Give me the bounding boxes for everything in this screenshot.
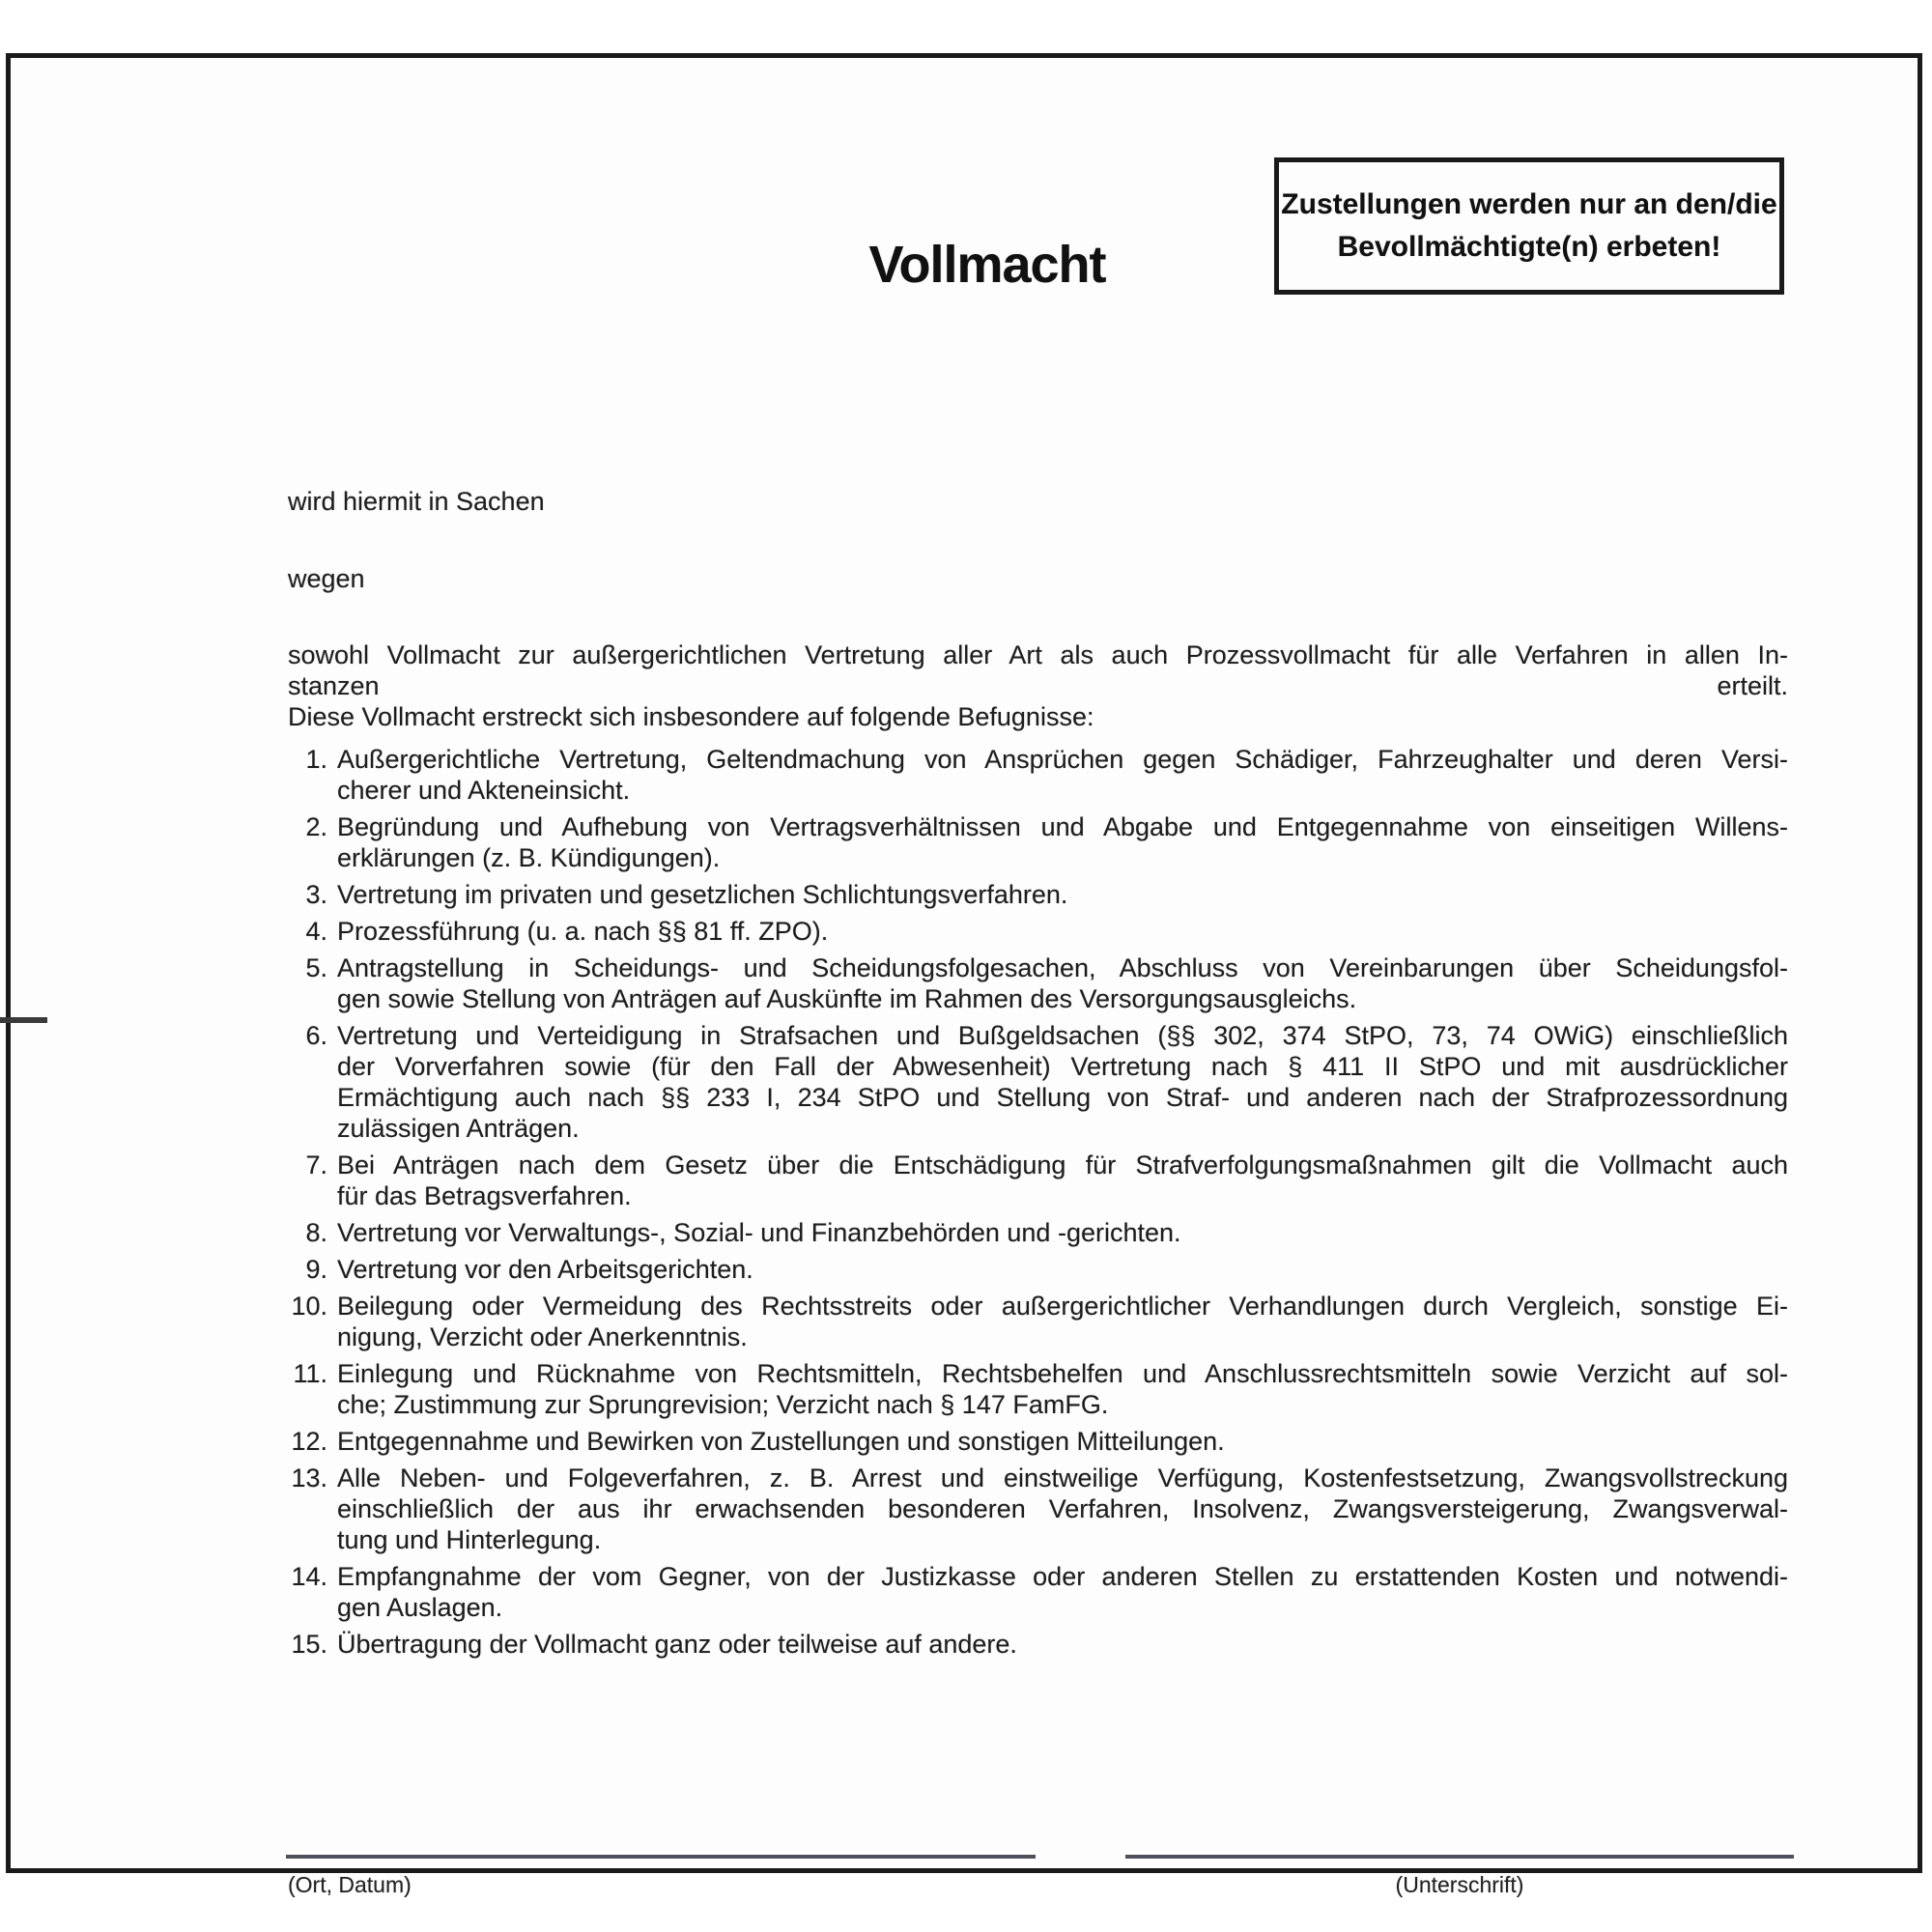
delivery-notice-box: [1274, 157, 1784, 295]
power-item: [280, 1426, 1788, 1457]
power-number: 3.: [305, 880, 327, 909]
power-number: 8.: [305, 1218, 327, 1247]
text-line: für das Betragsverfahren.: [337, 1181, 632, 1210]
place-date-line: [286, 1855, 1036, 1859]
text-line: zulässigen Anträgen.: [337, 1114, 580, 1143]
text-line: sowohl Vollmacht zur außergerichtlichen Vertretung aller Art als auch Prozessvollmacht für alle Verfahren in allen In-: [288, 640, 1788, 669]
text-line: Übertragung der Vollmacht ganz oder teilweise auf andere.: [337, 1630, 1017, 1659]
text-line: Vertretung vor den Arbeitsgerichten.: [337, 1255, 753, 1284]
power-text: [337, 1358, 1788, 1420]
power-item: [280, 744, 1788, 806]
powers-list: [280, 744, 1788, 1665]
form-sheet: [6, 53, 1922, 1897]
text-line: Diese Vollmacht erstreckt sich insbesondere auf folgende Befugnisse:: [288, 702, 1094, 731]
text-line: stanzen erteilt.: [288, 671, 1788, 700]
power-number: 5.: [305, 953, 327, 982]
power-text: [337, 1629, 1788, 1660]
power-item: [280, 811, 1788, 873]
power-item: [280, 1150, 1788, 1211]
delivery-notice-text: [1279, 184, 1779, 269]
power-item: [280, 1561, 1788, 1623]
text-line: Zustellungen werden nur an den/die: [1281, 188, 1777, 220]
signature-line: [1125, 1855, 1794, 1859]
power-number: 14.: [291, 1562, 327, 1591]
text-line: gen Auslagen.: [337, 1593, 503, 1622]
text-line: Bei Anträgen nach dem Gesetz über die Entschädigung für Strafverfolgungsmaßnahmen gilt die Vollmacht auch: [337, 1151, 1788, 1179]
text-line: erklärungen (z. B. Kündigungen).: [337, 843, 721, 872]
power-item: [280, 916, 1788, 947]
text-line: tung und Hinterlegung.: [337, 1525, 602, 1554]
power-text: [337, 1020, 1788, 1144]
text-line: Einlegung und Rücknahme von Rechtsmitteln, Rechtsbehelfen und Anschlussrechtsmitteln sowie Verzicht auf sol-: [337, 1359, 1788, 1388]
text-line: Ermächtigung auch nach §§ 233 I, 234 StPO und Stellung von Straf- und anderen nach der Strafprozessordnung: [337, 1083, 1788, 1112]
power-text: [337, 811, 1788, 873]
case-label: wird hiermit in Sachen: [288, 487, 545, 516]
power-text: [337, 879, 1788, 910]
power-text: [337, 1426, 1788, 1457]
grant-clause: [288, 639, 1788, 732]
text-line: nigung, Verzicht oder Anerkenntnis.: [337, 1322, 748, 1351]
text-line: gen sowie Stellung von Anträgen auf Auskünfte im Rahmen des Versorgungsausgleichs.: [337, 984, 1357, 1013]
power-number: 12.: [291, 1427, 327, 1456]
power-item: [280, 1254, 1788, 1285]
reason-label: wegen: [288, 564, 365, 593]
power-item: [280, 1463, 1788, 1555]
power-text: [337, 744, 1788, 806]
power-text: [337, 1463, 1788, 1555]
power-number: 6.: [305, 1021, 327, 1050]
power-text: [337, 1150, 1788, 1211]
text-line: Antragstellung in Scheidungs- und Scheidungsfolgesachen, Abschluss von Vereinbarungen über Scheidungsfol-: [337, 953, 1788, 982]
power-text: [337, 1254, 1788, 1285]
power-text: [337, 952, 1788, 1014]
text-line: Prozessführung (u. a. nach §§ 81 ff. ZPO).: [337, 917, 829, 946]
power-item: [280, 1358, 1788, 1420]
power-item: [280, 1291, 1788, 1352]
power-number: 1.: [305, 745, 327, 774]
power-item: [280, 1629, 1788, 1660]
text-line: cherer und Akteneinsicht.: [337, 776, 631, 805]
text-line: Vertretung im privaten und gesetzlichen Schlichtungsverfahren.: [337, 880, 1068, 909]
text-line: Entgegennahme und Bewirken von Zustellungen und sonstigen Mitteilungen.: [337, 1427, 1225, 1456]
power-number: 9.: [305, 1255, 327, 1284]
power-number: 7.: [305, 1151, 327, 1179]
text-line: Begründung und Aufhebung von Vertragsverhältnissen und Abgabe und Entgegennahme von einseitigen Willens-: [337, 812, 1788, 841]
power-text: [337, 1561, 1788, 1623]
text-line: Bevollmächtigte(n) erbeten!: [1337, 231, 1721, 263]
power-item: [280, 1020, 1788, 1144]
fold-mark: [0, 1017, 47, 1023]
power-text: [337, 916, 1788, 947]
text-line: Alle Neben- und Folgeverfahren, z. B. Arrest und einstweilige Verfügung, Kostenfestsetzung, Zwangsvollstreckung: [337, 1463, 1788, 1492]
text-line: Empfangnahme der vom Gegner, von der Justizkasse oder anderen Stellen zu erstattenden Kosten und notwendi-: [337, 1562, 1788, 1591]
power-item: [280, 1217, 1788, 1248]
text-line: einschließlich der aus ihr erwachsenden besonderen Verfahren, Insolvenz, Zwangsversteigerung, Zwangsverwal-: [337, 1494, 1788, 1523]
power-item: [280, 952, 1788, 1014]
text-line: Vertretung vor Verwaltungs-, Sozial- und Finanzbehörden und -gerichten.: [337, 1218, 1181, 1247]
power-text: [337, 1217, 1788, 1248]
signature-label: (Unterschrift): [1395, 1872, 1524, 1897]
power-number: 13.: [291, 1463, 327, 1492]
power-number: 11.: [293, 1359, 327, 1388]
document-title: Vollmacht: [868, 236, 1106, 294]
text-line: Außergerichtliche Vertretung, Geltendmachung von Ansprüchen gegen Schädiger, Fahrzeughalter und deren Versi-: [337, 745, 1788, 774]
power-text: [337, 1291, 1788, 1352]
place-date-label: (Ort, Datum): [288, 1872, 412, 1897]
power-number: 2.: [305, 812, 327, 841]
power-number: 15.: [291, 1630, 327, 1659]
power-number: 4.: [305, 917, 327, 946]
power-item: [280, 879, 1788, 910]
text-line: Beilegung oder Vermeidung des Rechtsstreits oder außergerichtlicher Verhandlungen durch Vergleich, sonstige Ei-: [337, 1292, 1788, 1321]
power-number: 10.: [291, 1292, 327, 1321]
text-line: der Vorverfahren sowie (für den Fall der Abwesenheit) Vertretung nach § 411 II StPO und mit ausdrücklicher: [337, 1052, 1788, 1081]
text-line: che; Zustimmung zur Sprungrevision; Verzicht nach § 147 FamFG.: [337, 1390, 1109, 1419]
text-line: Vertretung und Verteidigung in Strafsachen und Bußgeldsachen (§§ 302, 374 StPO, 73, 74 OWiG) einschließlich: [337, 1021, 1788, 1050]
